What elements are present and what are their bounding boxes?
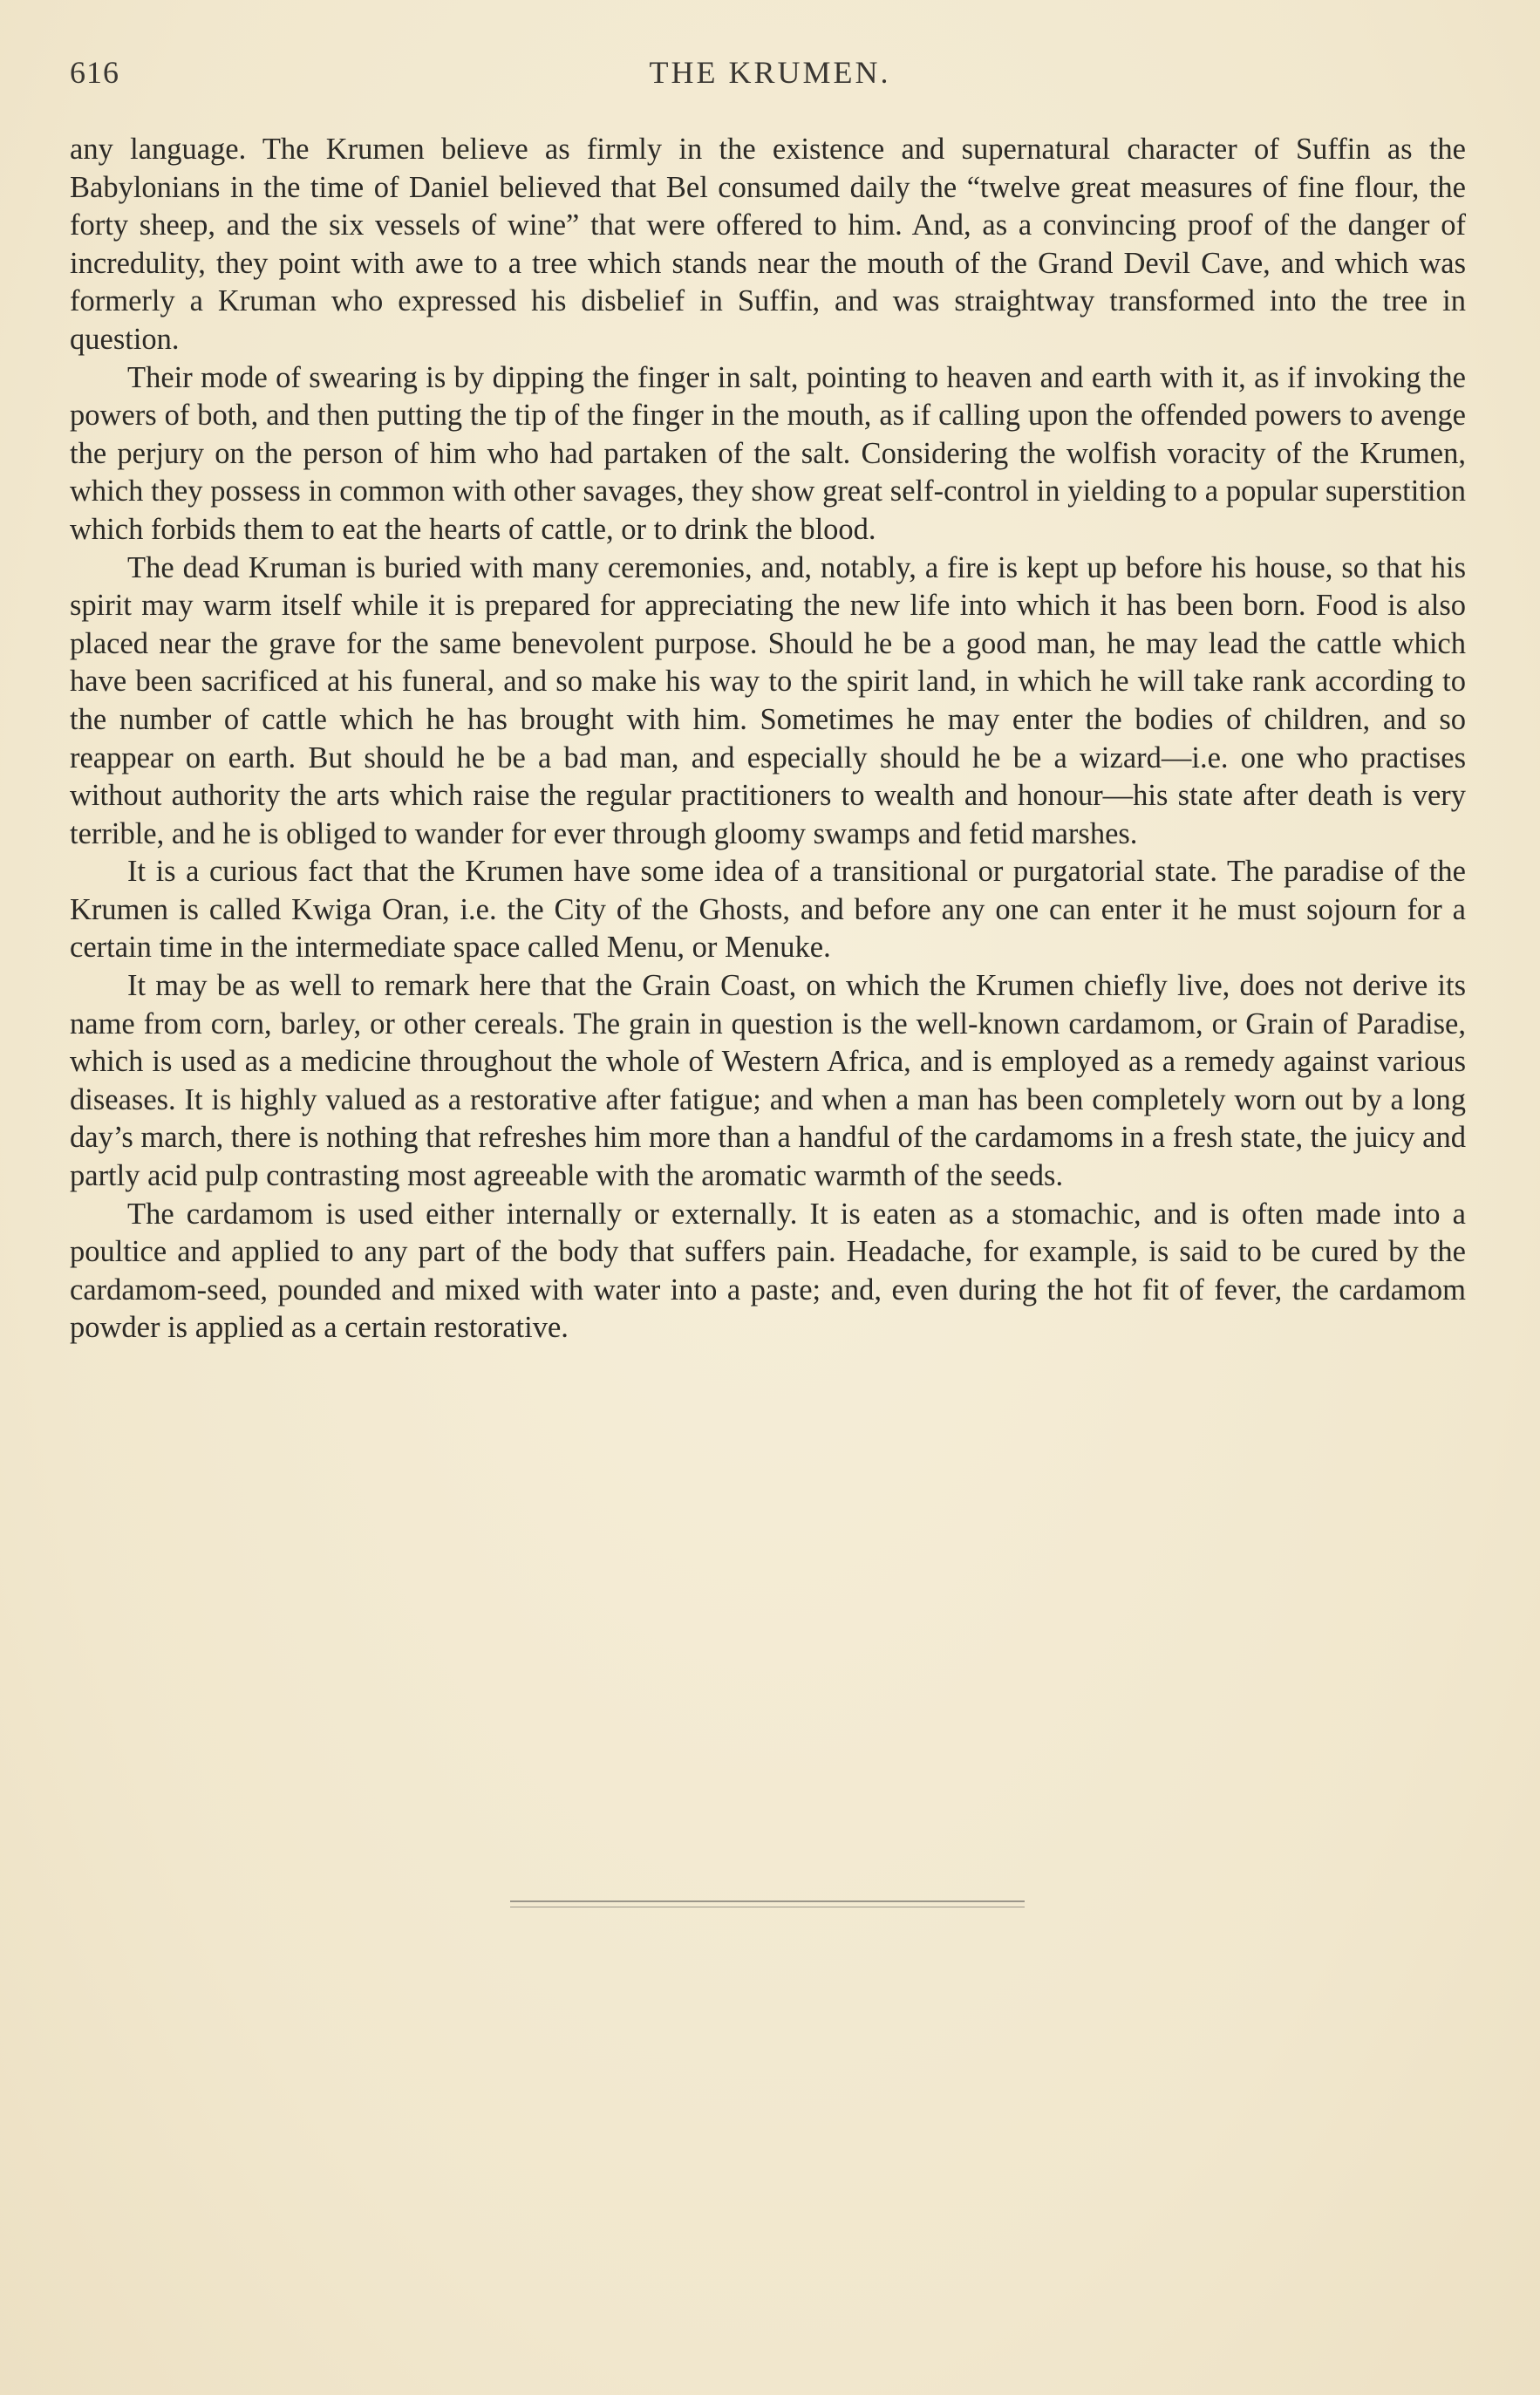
paragraph-swearing: Their mode of swearing is by dipping the finger in salt, pointing to heaven and earth with it, as if invoking the powers of both, and then putting the tip of the finger in the mouth, as if calling upon the offended powers to avenge the perjury on the person of him who had partaken of the salt. Considering the wolfish voracity of the Krumen, which they possess in common with other savages, they show great self-control in yielding to a popular superstition which forbids them to eat the hearts of cattle, or to drink the blood. [70, 360, 1466, 546]
chapter-end-rule [510, 1900, 1025, 1902]
paragraph-purgatory: It is a curious fact that the Krumen have some idea of a transitional or purgatorial state. The paradise of the Krumen is called Kwiga Oran, i.e. the City of the Ghosts, and before any one can enter it he must sojourn for a certain time in the intermediate space called Menu, or Menuke. [70, 855, 1466, 965]
paragraph-grain-coast: It may be as well to remark here that the Grain Coast, on which the Krumen chiefly live, does not derive its name from corn, barley, or other cereals. The grain in question is the well-known cardamom, or Grain of Paradise, which is used as a medicine throughout the whole of Western Africa, and is employed as a remedy against various diseases. It is highly valued as a restorative after fatigue; and when a man has been completely worn out by a long day’s march, there is nothing that refreshes him more than a handful of the cardamoms in a fresh state, the juicy and partly acid pulp contrasting most agreeable with the aromatic warmth of the seeds. [70, 969, 1466, 1193]
running-title: THE KRUMEN. [649, 55, 891, 90]
paragraph-burial: The dead Kruman is buried with many ceremonies, and, notably, a fire is kept up before his house, so that his spirit may warm itself while it is prepared for appreciating the new life into which it has been born. Food is also placed near the grave for the same benevolent purpose. Should he be a good man, he may lead the cattle which have been sacrificed at his funeral, and so make his way to the spirit land, in which he will take rank according to the number of cattle which he has brought with him. Sometimes he may enter the bodies of children, and so reappear on earth. But should he be a bad man, and especially should he be a wizard—i.e. one who practises without authority the arts which raise the regular practitioners to wealth and honour—his state after death is very terrible, and he is obliged to wander for ever through gloomy swamps and fetid marshes. [70, 550, 1466, 850]
page-number: 616 [70, 55, 119, 90]
body-text [70, 131, 1466, 1348]
paragraph-cardamom: The cardamom is used either internally or externally. It is eaten as a stomachic, and is often made into a poultice and applied to any part of the body that suffers pain. Headache, for example, is said to be cured by the cardamom-seed, pounded and mixed with water into a paste; and, even during the hot fit of fever, the cardamom powder is applied as a certain restorative. [70, 1197, 1466, 1345]
paragraph-continued: any language. The Krumen believe as firmly in the existence and supernatural character of Suffin as the Babylonians in the time of Daniel believed that Bel consumed daily the “twelve great measures of fine flour, the forty sheep, and the six vessels of wine” that were offered to him. And, as a convincing proof of the danger of incredulity, they point with awe to a tree which stands near the mouth of the Grand Devil Cave, and which was formerly a Kruman who expressed his disbelief in Suffin, and was straightway transformed into the tree in question. [70, 133, 1466, 356]
running-head [70, 54, 1470, 98]
